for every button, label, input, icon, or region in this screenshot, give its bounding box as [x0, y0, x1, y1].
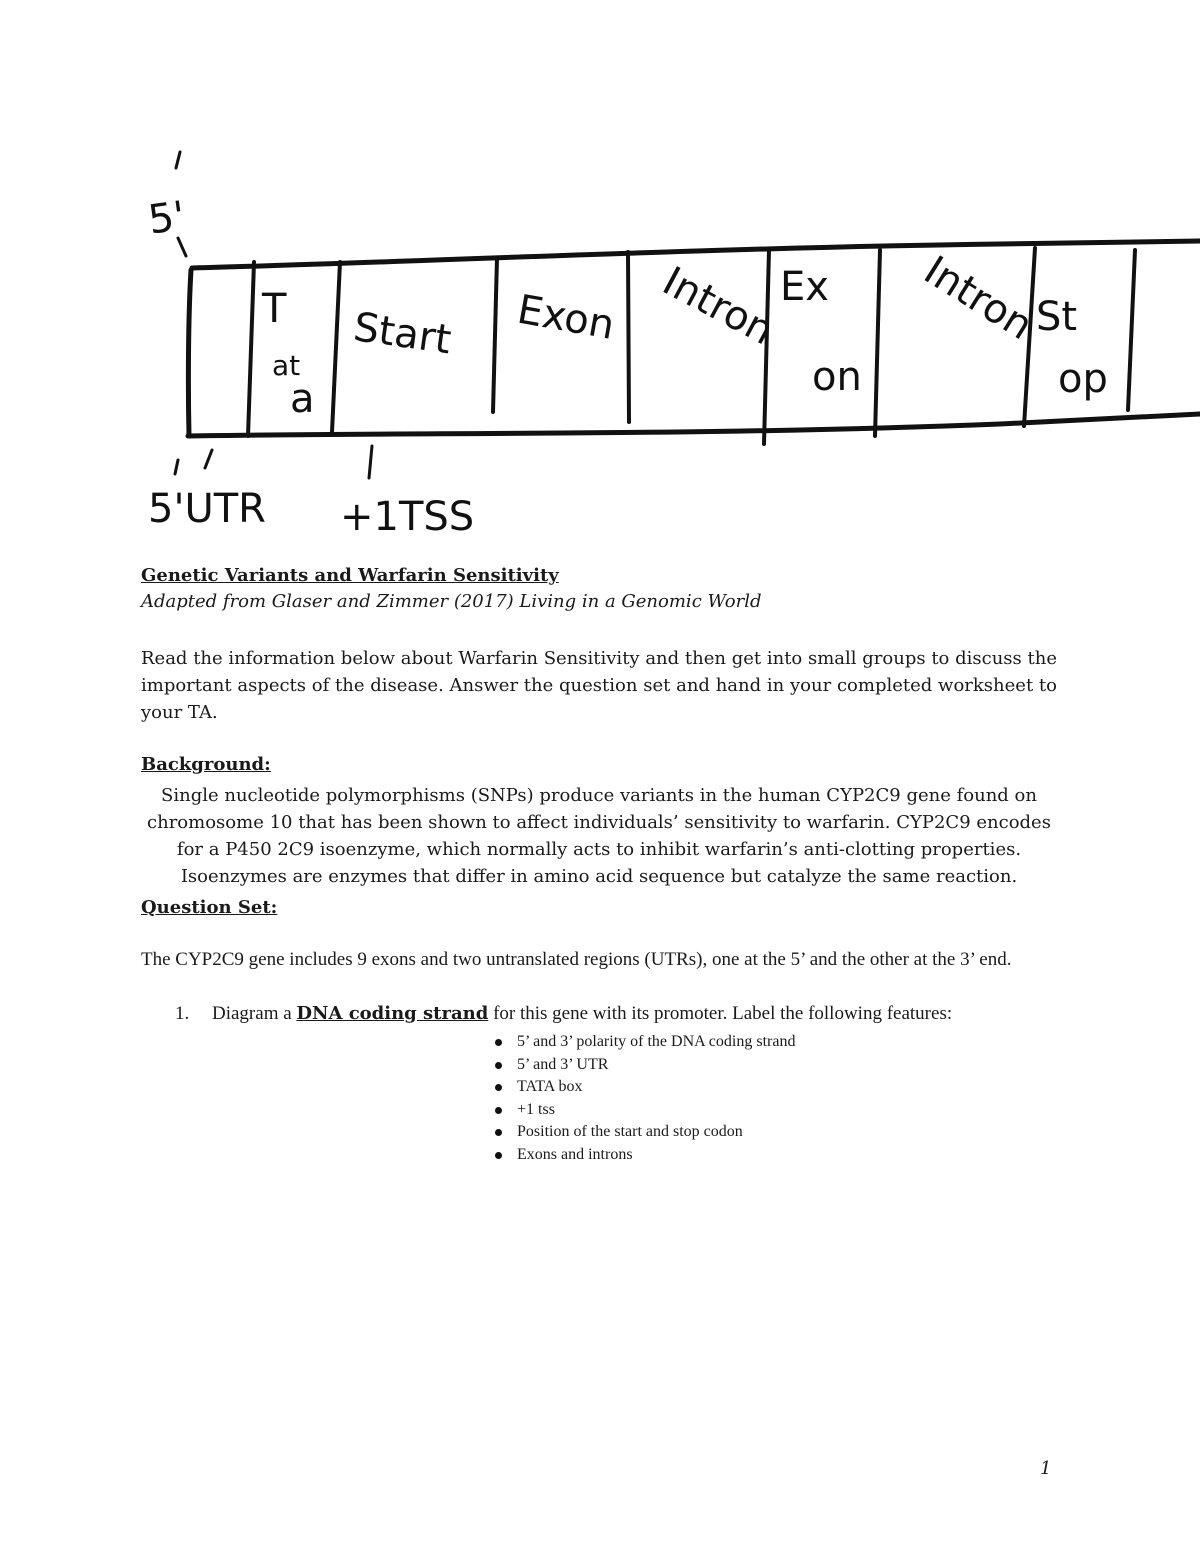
- worksheet-body: [141, 563, 1057, 1166]
- segment-exon-2-line1: Ex: [780, 264, 829, 310]
- question-set-heading: Question Set:: [141, 897, 278, 918]
- feature-item: 5’ and 3’ polarity of the DNA coding strand: [493, 1031, 1057, 1054]
- tss-label: +1TSS: [340, 494, 475, 540]
- question-text-after: for this gene with its promoter. Label the following features:: [488, 1003, 953, 1024]
- question-text-before: Diagram a: [212, 1003, 297, 1024]
- divider-7: [1024, 248, 1035, 426]
- tick-top-1: [176, 152, 180, 168]
- strand-bottom-line: [188, 414, 1200, 436]
- intro-paragraph: Read the information below about Warfarin Sensitivity and then get into small groups to discuss the important aspects of the disease. Answer the question set and hand in your completed worksheet to your TA.: [141, 648, 1057, 723]
- divider-5: [764, 250, 769, 444]
- document-title: Genetic Variants and Warfarin Sensitivity: [141, 565, 559, 586]
- question-number: 1.: [175, 1003, 190, 1024]
- feature-item: Exons and introns: [493, 1144, 1057, 1167]
- page-number: 1: [1040, 1458, 1052, 1479]
- utr-tick-1: [175, 460, 178, 474]
- divider-4: [628, 252, 629, 422]
- segment-tata-line2: at: [272, 349, 301, 382]
- segment-start-label: Start: [350, 304, 454, 364]
- segment-stop-line2: op: [1058, 356, 1108, 402]
- segment-tata-line1: T: [262, 286, 287, 332]
- feature-item: +1 tss: [493, 1099, 1057, 1122]
- utr-label: 5'UTR: [148, 486, 266, 532]
- document-subtitle: Adapted from Glaser and Zimmer (2017) Living in a Genomic World: [141, 591, 762, 612]
- segment-intron-1-label: Intron: [655, 258, 782, 355]
- tick-top-2: [178, 238, 186, 256]
- feature-item: Position of the start and stop codon: [493, 1121, 1057, 1144]
- gene-description: The CYP2C9 gene includes 9 exons and two untranslated regions (UTRs), one at the 5’ and the other at the 3’ end.: [141, 949, 1012, 970]
- feature-item: TATA box: [493, 1076, 1057, 1099]
- segment-stop-line1: St: [1036, 294, 1078, 340]
- background-heading: Background:: [141, 754, 271, 775]
- divider-3: [493, 258, 497, 412]
- feature-list: [141, 1031, 1057, 1166]
- divider-1: [248, 262, 254, 436]
- segment-exon-2-line2: on: [812, 354, 862, 400]
- divider-2: [332, 262, 340, 432]
- handwritten-gene-diagram: [0, 0, 1200, 560]
- question-1: [141, 1000, 1057, 1027]
- divider-6: [875, 250, 880, 436]
- feature-item: 5’ and 3’ UTR: [493, 1054, 1057, 1077]
- segment-intron-2-label: Intron: [915, 247, 1041, 350]
- strand-top-line: [192, 241, 1200, 268]
- segment-tata-line3: a: [290, 376, 315, 422]
- divider-8: [1128, 250, 1135, 410]
- background-paragraph: Single nucleotide polymorphisms (SNPs) produce variants in the human CYP2C9 gene found on chromosome 10 that has been shown to affect individuals’ sensitivity to warfarin. CYP2C9 encodes for a P450 2C9 isoenzyme, which normally acts to inhibit warfarin’s anti-clotting properties. Isoenzymes are enzymes that differ in amino acid sequence but catalyze the same reaction.: [147, 785, 1051, 887]
- five-prime-top-label: 5': [145, 193, 188, 244]
- utr-tick-2: [205, 450, 212, 468]
- segment-exon-1-label: Exon: [513, 286, 618, 349]
- strand-left-end: [188, 270, 191, 436]
- question-emphasis: DNA coding strand: [296, 1003, 489, 1024]
- tss-tick: [369, 446, 372, 478]
